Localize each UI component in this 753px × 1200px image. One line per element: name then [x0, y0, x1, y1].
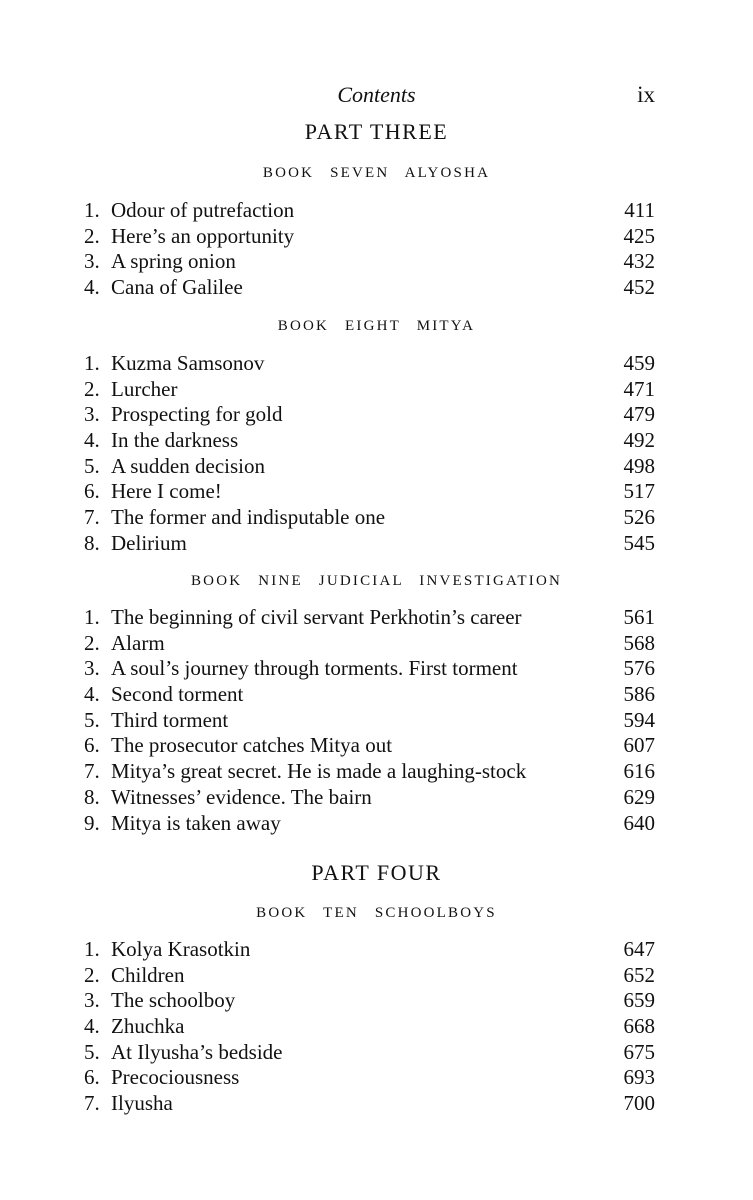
chapter-title: The prosecutor catches Mitya out [111, 733, 393, 758]
chapter-number: 2. [84, 223, 100, 248]
chapter-page: 425 [623, 223, 655, 248]
chapter-entry [0, 454, 753, 480]
chapter-entry [0, 937, 753, 963]
chapter-page: 640 [623, 810, 655, 835]
chapter-page: 432 [623, 249, 655, 274]
chapter-page: 652 [623, 962, 655, 987]
chapter-entry [0, 1065, 753, 1091]
chapter-number: 4. [84, 1014, 100, 1039]
chapter-title: A spring onion [111, 249, 236, 274]
book-heading: BOOK EIGHT MITYA [277, 318, 476, 334]
chapter-number: 6. [84, 1065, 100, 1090]
chapter-entry [0, 249, 753, 275]
chapter-page: 616 [623, 759, 655, 784]
chapter-number: 4. [84, 275, 100, 300]
chapter-number: 7. [84, 759, 100, 784]
chapter-title: A soul’s journey through torments. First torment [111, 656, 518, 681]
chapter-title: The beginning of civil servant Perkhotin’s career [111, 605, 522, 629]
chapter-page: 545 [623, 530, 655, 555]
chapter-title: Precociousness [111, 1065, 240, 1090]
chapter-title: Prospecting for gold [111, 402, 283, 427]
chapter-page: 479 [623, 402, 655, 427]
chapter-number: 5. [84, 1039, 100, 1064]
chapter-entry [0, 759, 753, 785]
chapter-entry [0, 785, 753, 811]
chapter-entry [0, 708, 753, 734]
chapter-page: 607 [623, 733, 655, 758]
chapter-list [0, 198, 753, 301]
chapter-page: 526 [623, 505, 655, 530]
chapter-number: 8. [84, 784, 100, 809]
chapter-entry [0, 1014, 753, 1040]
chapter-title: Mitya’s great secret. He is made a laughing-stock [111, 759, 527, 784]
book-heading: BOOK SEVEN ALYOSHA [262, 165, 491, 181]
chapter-entry [0, 428, 753, 454]
chapter-list [0, 605, 753, 836]
chapter-number: 6. [84, 479, 100, 504]
chapter-page: 629 [623, 784, 655, 809]
chapter-page: 459 [623, 351, 655, 375]
chapter-title: The former and indisputable one [111, 505, 386, 530]
book-heading: BOOK TEN SCHOOLBOYS [256, 905, 497, 921]
chapter-number: 6. [84, 733, 100, 758]
chapter-entry [0, 531, 753, 557]
chapter-entry [0, 963, 753, 989]
chapter-list [0, 351, 753, 557]
chapter-number: 7. [84, 1091, 100, 1116]
chapter-page: 561 [623, 605, 655, 629]
chapter-entry [0, 656, 753, 682]
chapter-title: Ilyusha [111, 1091, 173, 1116]
chapter-title: Cana of Galilee [111, 275, 243, 300]
chapter-page: 700 [623, 1091, 655, 1116]
chapter-number: 1. [84, 605, 100, 629]
chapter-number: 3. [84, 988, 100, 1013]
chapter-number: 2. [84, 376, 100, 401]
chapter-page: 411 [624, 198, 655, 222]
chapter-page: 576 [623, 656, 655, 681]
chapter-entry [0, 988, 753, 1014]
chapter-page: 675 [623, 1039, 655, 1064]
chapter-title: A sudden decision [111, 453, 265, 478]
chapter-page: 471 [623, 376, 655, 401]
chapter-title: Second torment [111, 682, 244, 707]
chapter-title: Delirium [111, 530, 187, 555]
chapter-title: Third torment [111, 707, 229, 732]
chapter-page: 517 [623, 479, 655, 504]
chapter-number: 2. [84, 962, 100, 987]
part-heading: PART FOUR [311, 860, 442, 885]
chapter-number: 2. [84, 630, 100, 655]
running-title: Contents [337, 82, 416, 107]
chapter-entry [0, 1091, 753, 1117]
page-folio: ix [637, 82, 655, 107]
chapter-number: 7. [84, 505, 100, 530]
chapter-entry [0, 682, 753, 708]
chapter-page: 647 [623, 937, 655, 961]
chapter-title: Kuzma Samsonov [111, 351, 265, 375]
chapter-number: 3. [84, 249, 100, 274]
chapter-number: 1. [84, 351, 100, 375]
chapter-entry [0, 1040, 753, 1066]
chapter-title: Here I come! [111, 479, 222, 504]
chapter-title: In the darkness [111, 428, 239, 453]
chapter-page: 659 [623, 988, 655, 1013]
chapter-entry [0, 198, 753, 224]
chapter-entry [0, 224, 753, 250]
chapter-title: Kolya Krasotkin [111, 937, 251, 961]
chapter-entry [0, 377, 753, 403]
chapter-entry [0, 351, 753, 377]
chapter-entry [0, 631, 753, 657]
chapter-entry [0, 811, 753, 837]
part-heading: PART THREE [304, 119, 449, 144]
running-head [0, 82, 753, 112]
chapter-page: 498 [623, 453, 655, 478]
chapter-page: 492 [623, 428, 655, 453]
chapter-entry [0, 402, 753, 428]
chapter-title: Mitya is taken away [111, 810, 281, 835]
chapter-number: 5. [84, 707, 100, 732]
chapter-entry [0, 733, 753, 759]
chapter-entry [0, 275, 753, 301]
chapter-page: 594 [623, 707, 655, 732]
chapter-title: Alarm [111, 630, 165, 655]
chapter-list [0, 937, 753, 1117]
chapter-number: 9. [84, 810, 100, 835]
chapter-entry [0, 479, 753, 505]
chapter-title: The schoolboy [111, 988, 236, 1013]
chapter-title: Witnesses’ evidence. The bairn [111, 784, 372, 809]
chapter-title: Here’s an opportunity [111, 223, 295, 248]
chapter-page: 568 [623, 630, 655, 655]
chapter-number: 3. [84, 656, 100, 681]
chapter-title: Zhuchka [111, 1014, 185, 1039]
chapter-number: 1. [84, 937, 100, 961]
chapter-number: 4. [84, 428, 100, 453]
chapter-page: 668 [623, 1014, 655, 1039]
chapter-page: 452 [623, 275, 655, 300]
chapter-number: 4. [84, 682, 100, 707]
chapter-number: 8. [84, 530, 100, 555]
chapter-number: 3. [84, 402, 100, 427]
chapter-entry [0, 505, 753, 531]
chapter-title: At Ilyusha’s bedside [111, 1039, 283, 1064]
chapter-page: 693 [623, 1065, 655, 1090]
chapter-entry [0, 605, 753, 631]
chapter-title: Odour of putrefaction [111, 198, 295, 222]
chapter-number: 5. [84, 453, 100, 478]
chapter-title: Lurcher [111, 376, 178, 401]
chapter-title: Children [111, 962, 185, 987]
book-heading: BOOK NINE JUDICIAL INVESTIGATION [190, 573, 563, 589]
chapter-number: 1. [84, 198, 100, 222]
chapter-page: 586 [623, 682, 655, 707]
